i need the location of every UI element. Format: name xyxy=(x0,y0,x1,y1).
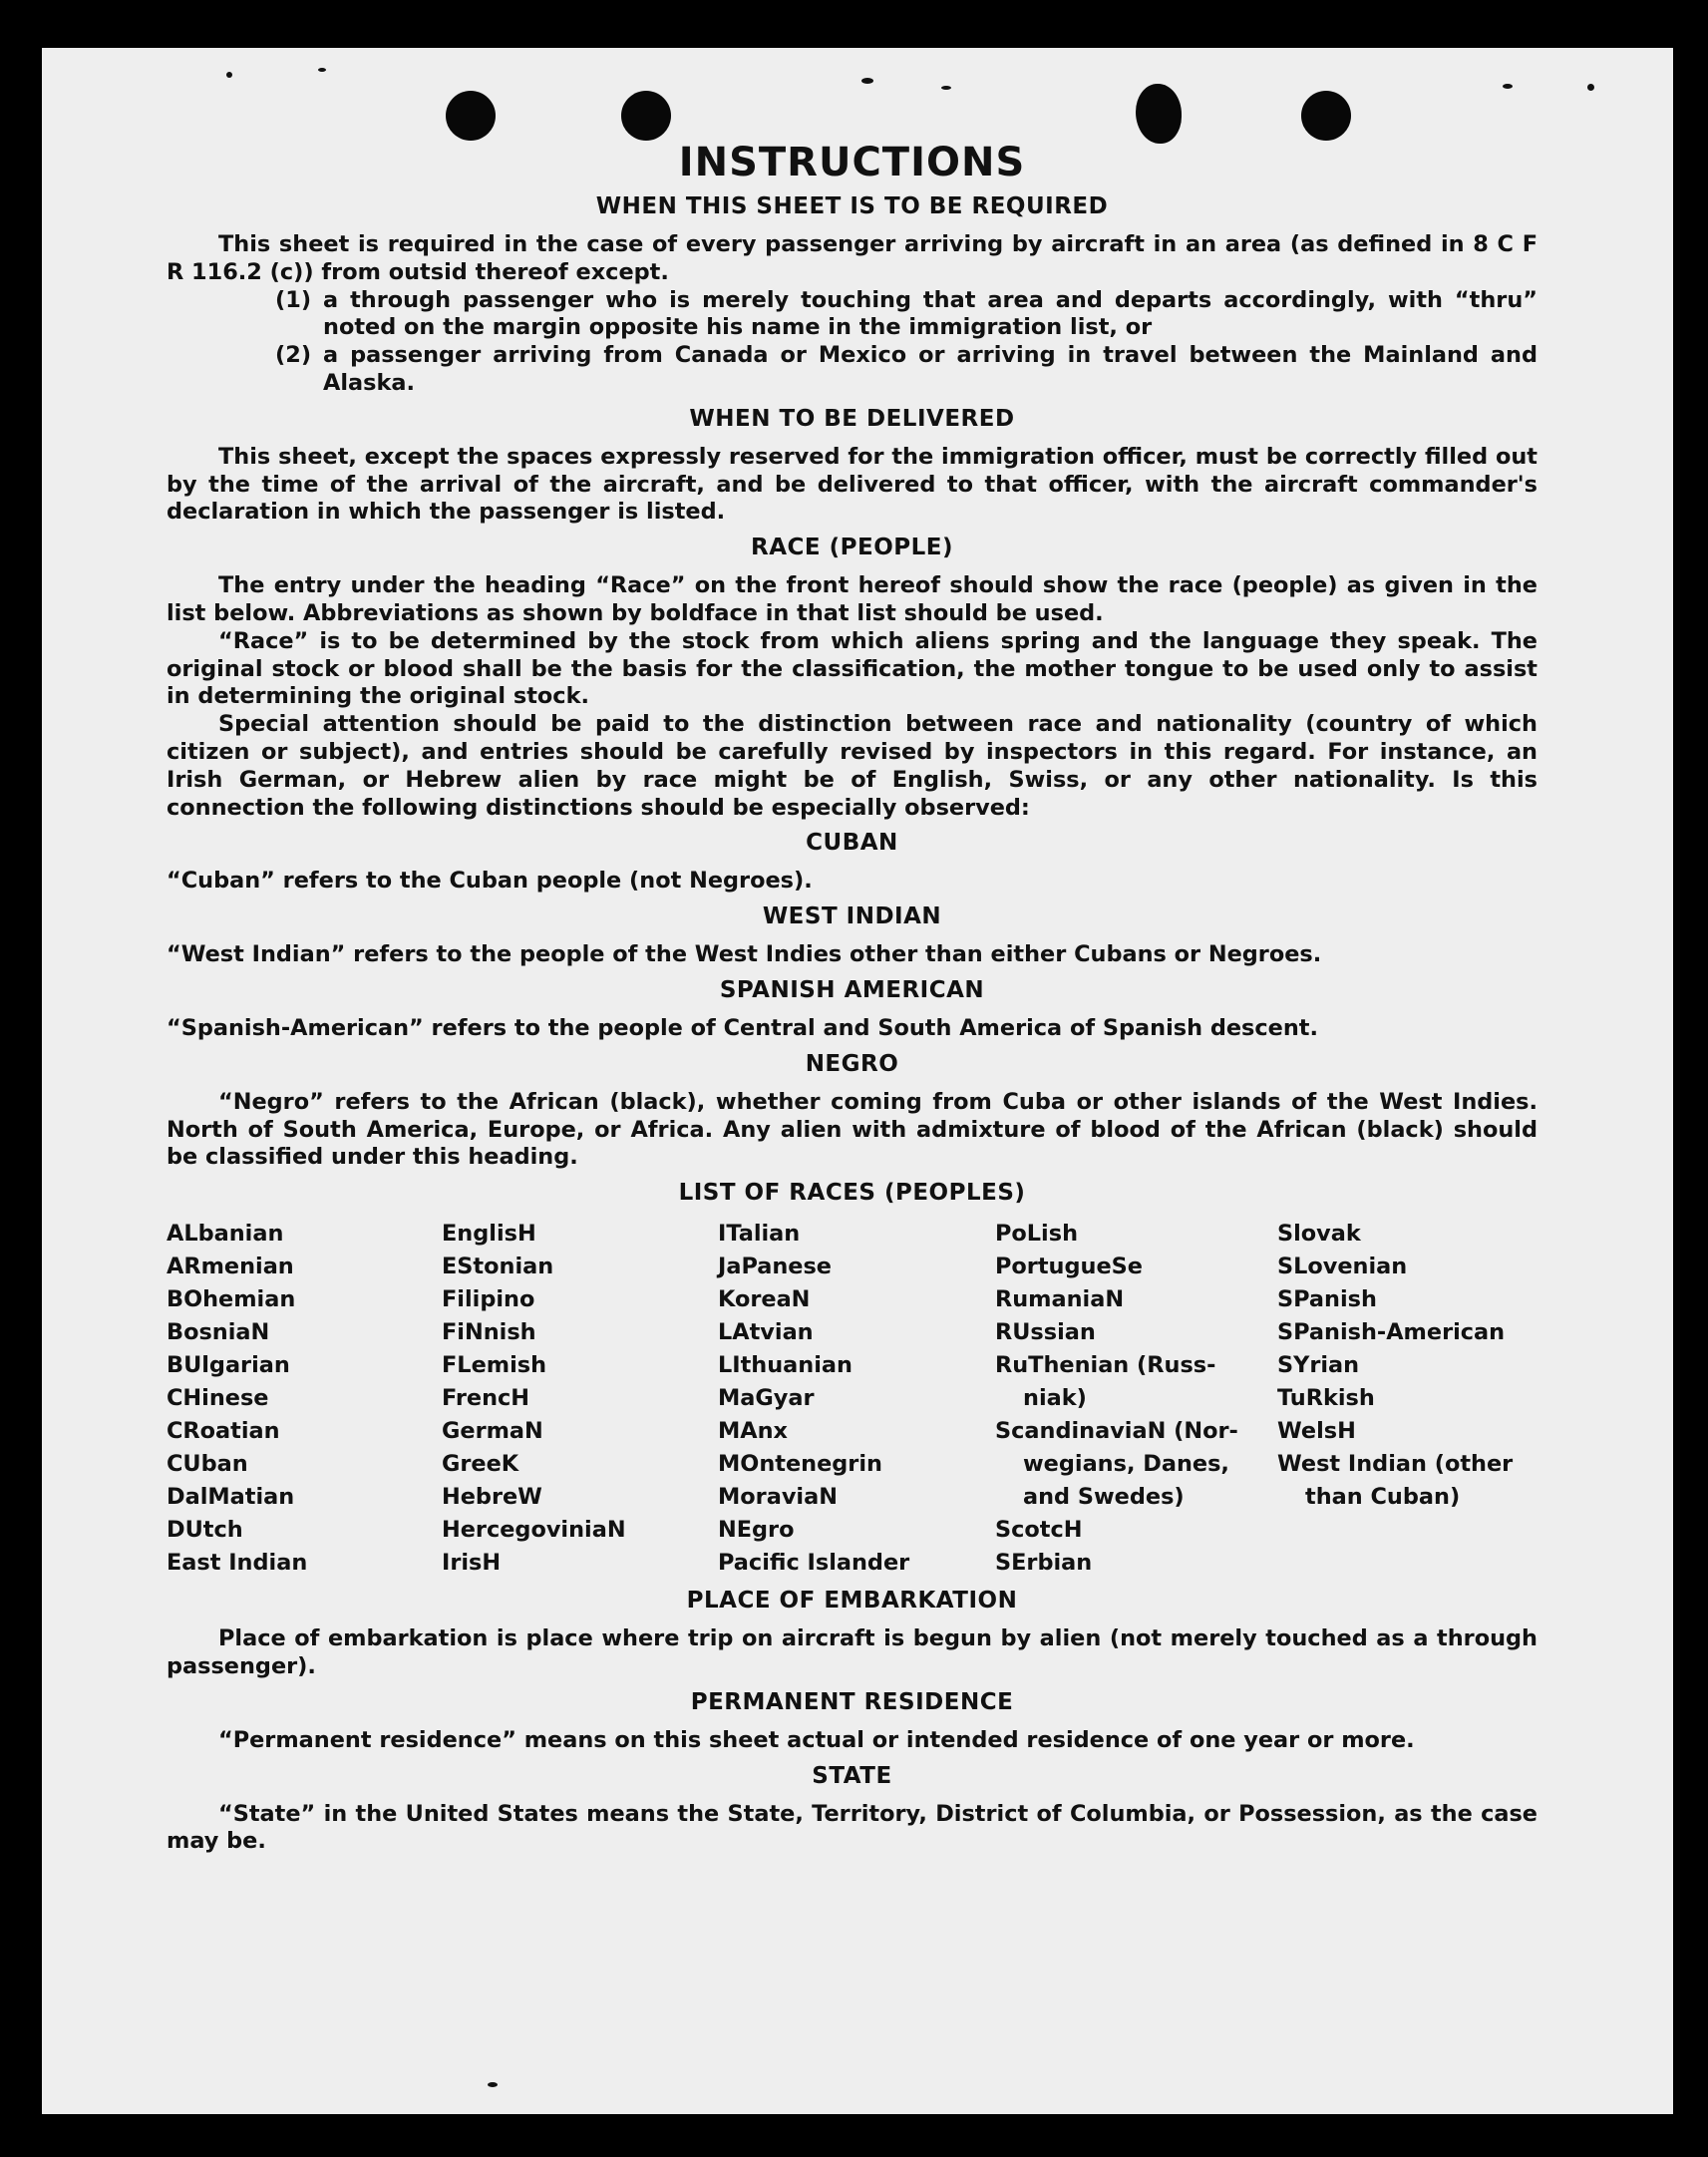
race-entry: LIthuanian xyxy=(718,1352,853,1379)
race-entry: FrencH xyxy=(442,1385,530,1412)
race-entry: Filipino xyxy=(442,1286,535,1313)
race-entry: FLemish xyxy=(442,1352,547,1379)
race-entry: LAtvian xyxy=(718,1319,814,1346)
cuban-paragraph: “Cuban” refers to the Cuban people (not Negroes). xyxy=(167,868,813,895)
race-entry: IrisH xyxy=(442,1550,502,1577)
race-entry: CUban xyxy=(167,1451,248,1478)
race-entry: JaPanese xyxy=(718,1254,832,1280)
heading-embarkation: PLACE OF EMBARKATION xyxy=(686,1588,1018,1615)
exception-item xyxy=(275,342,1537,398)
race-entry: BOhemian xyxy=(167,1286,296,1313)
speck xyxy=(1587,84,1594,91)
exception-item xyxy=(275,287,1537,343)
race-entry-continued: niak) xyxy=(1023,1385,1087,1412)
speck xyxy=(941,86,951,90)
race-paragraph-3: Special attention should be paid to the distinction between race and nationality (country of which citizen or subject), and entries should be carefully revised by inspectors in this regard. For instance, an Irish German, or Hebrew alien by race might be of English, Swiss, or any other nationality. Is this connection the following distinctions should be especially observed: xyxy=(167,711,1537,821)
race-entry: PoLish xyxy=(995,1221,1079,1248)
race-entry: Slovak xyxy=(1277,1221,1361,1248)
race-entry: ScotcH xyxy=(995,1517,1083,1544)
page-title: INSTRUCTIONS xyxy=(678,140,1026,185)
races-column xyxy=(167,1218,442,1580)
race-entry: ARmenian xyxy=(167,1254,294,1280)
punch-hole xyxy=(1136,84,1182,144)
heading-race: RACE (PEOPLE) xyxy=(751,535,953,561)
when-delivered-paragraph: This sheet, except the spaces expressly reserved for the immigration officer, must be correctly filled out by the time of the arrival of the aircraft, and be delivered to that officer, with the aircraft commander's declaration in which the passenger is listed. xyxy=(167,443,1537,526)
speck xyxy=(861,78,873,84)
race-entry: DalMatian xyxy=(167,1484,295,1511)
race-entry: MAnx xyxy=(718,1418,788,1445)
heading-state: STATE xyxy=(812,1762,892,1789)
speck xyxy=(318,68,326,72)
when-required-paragraph: This sheet is required in the case of every passenger arriving by aircraft in an area (as defined in 8 C F R 116.2 (c)) from outsid thereof except. xyxy=(167,231,1537,285)
heading-permanent-residence: PERMANENT RESIDENCE xyxy=(690,1688,1014,1715)
negro-paragraph: “Negro” refers to the African (black), whether coming from Cuba or other islands of the West Indies. North of South America, Europe, or Africa. Any alien with admixture of blood of the African (black) should be classified under this heading. xyxy=(167,1088,1537,1171)
heading-negro: NEGRO xyxy=(805,1050,899,1077)
race-entry: RuThenian (Russ- xyxy=(995,1352,1216,1379)
race-entry: ScandinaviaN (Nor- xyxy=(995,1418,1238,1445)
race-entry-continued: than Cuban) xyxy=(1305,1484,1461,1511)
race-entry: BUlgarian xyxy=(167,1352,290,1379)
race-entry: ALbanian xyxy=(167,1221,284,1248)
item-number: (1) xyxy=(275,286,312,313)
race-entry: GreeK xyxy=(442,1451,519,1478)
race-entry: East Indian xyxy=(167,1550,308,1577)
race-entry: BosniaN xyxy=(167,1319,270,1346)
race-entry: DUtch xyxy=(167,1517,243,1544)
race-entry: MOntenegrin xyxy=(718,1451,882,1478)
punch-hole xyxy=(621,91,671,141)
race-entry: MoraviaN xyxy=(718,1484,838,1511)
document-page xyxy=(42,48,1673,2114)
races-column xyxy=(995,1218,1277,1580)
races-column xyxy=(1277,1218,1537,1580)
item-number: (2) xyxy=(275,342,312,369)
race-entry: SYrian xyxy=(1277,1352,1360,1379)
item-text: a through passenger who is merely touching that area and departs accordingly, with “thru” noted on the margin opposite his name in the immigration list, or xyxy=(323,286,1537,341)
race-paragraph-2: “Race” is to be determined by the stock from which aliens spring and the language they speak. The original stock or blood shall be the basis for the classification, the mother tongue to be used only to assist in determining the original stock. xyxy=(167,627,1537,710)
race-entry: RumaniaN xyxy=(995,1286,1125,1313)
race-entry: SPanish-American xyxy=(1277,1319,1506,1346)
heading-west-indian: WEST INDIAN xyxy=(762,903,942,930)
race-entry-continued: wegians, Danes, xyxy=(1023,1451,1229,1478)
race-entry: RUssian xyxy=(995,1319,1096,1346)
race-entry: WelsH xyxy=(1277,1418,1356,1445)
race-entry: KoreaN xyxy=(718,1286,811,1313)
heading-spanish-american: SPANISH AMERICAN xyxy=(719,976,985,1003)
race-entry: MaGyar xyxy=(718,1385,815,1412)
heading-cuban: CUBAN xyxy=(806,830,898,857)
race-entry: SLovenian xyxy=(1277,1254,1408,1280)
heading-list-of-races: LIST OF RACES (PEOPLES) xyxy=(678,1180,1026,1207)
race-entry: TuRkish xyxy=(1277,1385,1375,1412)
race-entry: SErbian xyxy=(995,1550,1093,1577)
races-column xyxy=(442,1218,718,1580)
heading-when-delivered: WHEN TO BE DELIVERED xyxy=(689,405,1015,432)
race-entry: PortugueSe xyxy=(995,1254,1143,1280)
race-entry: HebreW xyxy=(442,1484,542,1511)
item-text: a passenger arriving from Canada or Mexico or arriving in travel between the Mainland and Alaska. xyxy=(323,342,1537,396)
speck xyxy=(226,72,232,78)
race-entry: ITalian xyxy=(718,1221,801,1248)
west-indian-paragraph: “West Indian” refers to the people of the West Indies other than either Cubans or Negroes. xyxy=(167,941,1322,968)
heading-when-required: WHEN THIS SHEET IS TO BE REQUIRED xyxy=(595,193,1109,219)
state-paragraph: “State” in the United States means the State, Territory, District of Columbia, or Possession, as the case may be. xyxy=(167,1800,1537,1855)
speck xyxy=(1503,84,1513,89)
residence-paragraph: “Permanent residence” means on this sheet actual or intended residence of one year or more. xyxy=(218,1726,1415,1753)
speck xyxy=(488,2082,498,2087)
race-entry: NEgro xyxy=(718,1517,795,1544)
race-entry: CHinese xyxy=(167,1385,269,1412)
race-entry: West Indian (other xyxy=(1277,1451,1514,1478)
punch-hole xyxy=(446,91,496,141)
race-entry: EnglisH xyxy=(442,1221,536,1248)
races-list xyxy=(167,1218,1537,1580)
embarkation-paragraph: Place of embarkation is place where trip on aircraft is begun by alien (not merely touched as a through passenger). xyxy=(167,1625,1537,1679)
spanish-american-paragraph: “Spanish-American” refers to the people of Central and South America of Spanish descent. xyxy=(167,1014,1318,1041)
race-entry: EStonian xyxy=(442,1254,554,1280)
race-entry: SPanish xyxy=(1277,1286,1377,1313)
race-entry: CRoatian xyxy=(167,1418,280,1445)
race-paragraph-1: The entry under the heading “Race” on the front hereof should show the race (people) as given in the list below. Abbreviations as shown by boldface in that list should be used. xyxy=(167,572,1537,626)
races-column xyxy=(718,1218,995,1580)
race-entry-continued: and Swedes) xyxy=(1023,1484,1185,1511)
race-entry: HercegoviniaN xyxy=(442,1517,626,1544)
race-entry: Pacific Islander xyxy=(718,1550,910,1577)
punch-hole xyxy=(1301,91,1351,141)
race-entry: GermaN xyxy=(442,1418,543,1445)
race-entry: FiNnish xyxy=(442,1319,536,1346)
instructions-content xyxy=(167,140,1537,1856)
